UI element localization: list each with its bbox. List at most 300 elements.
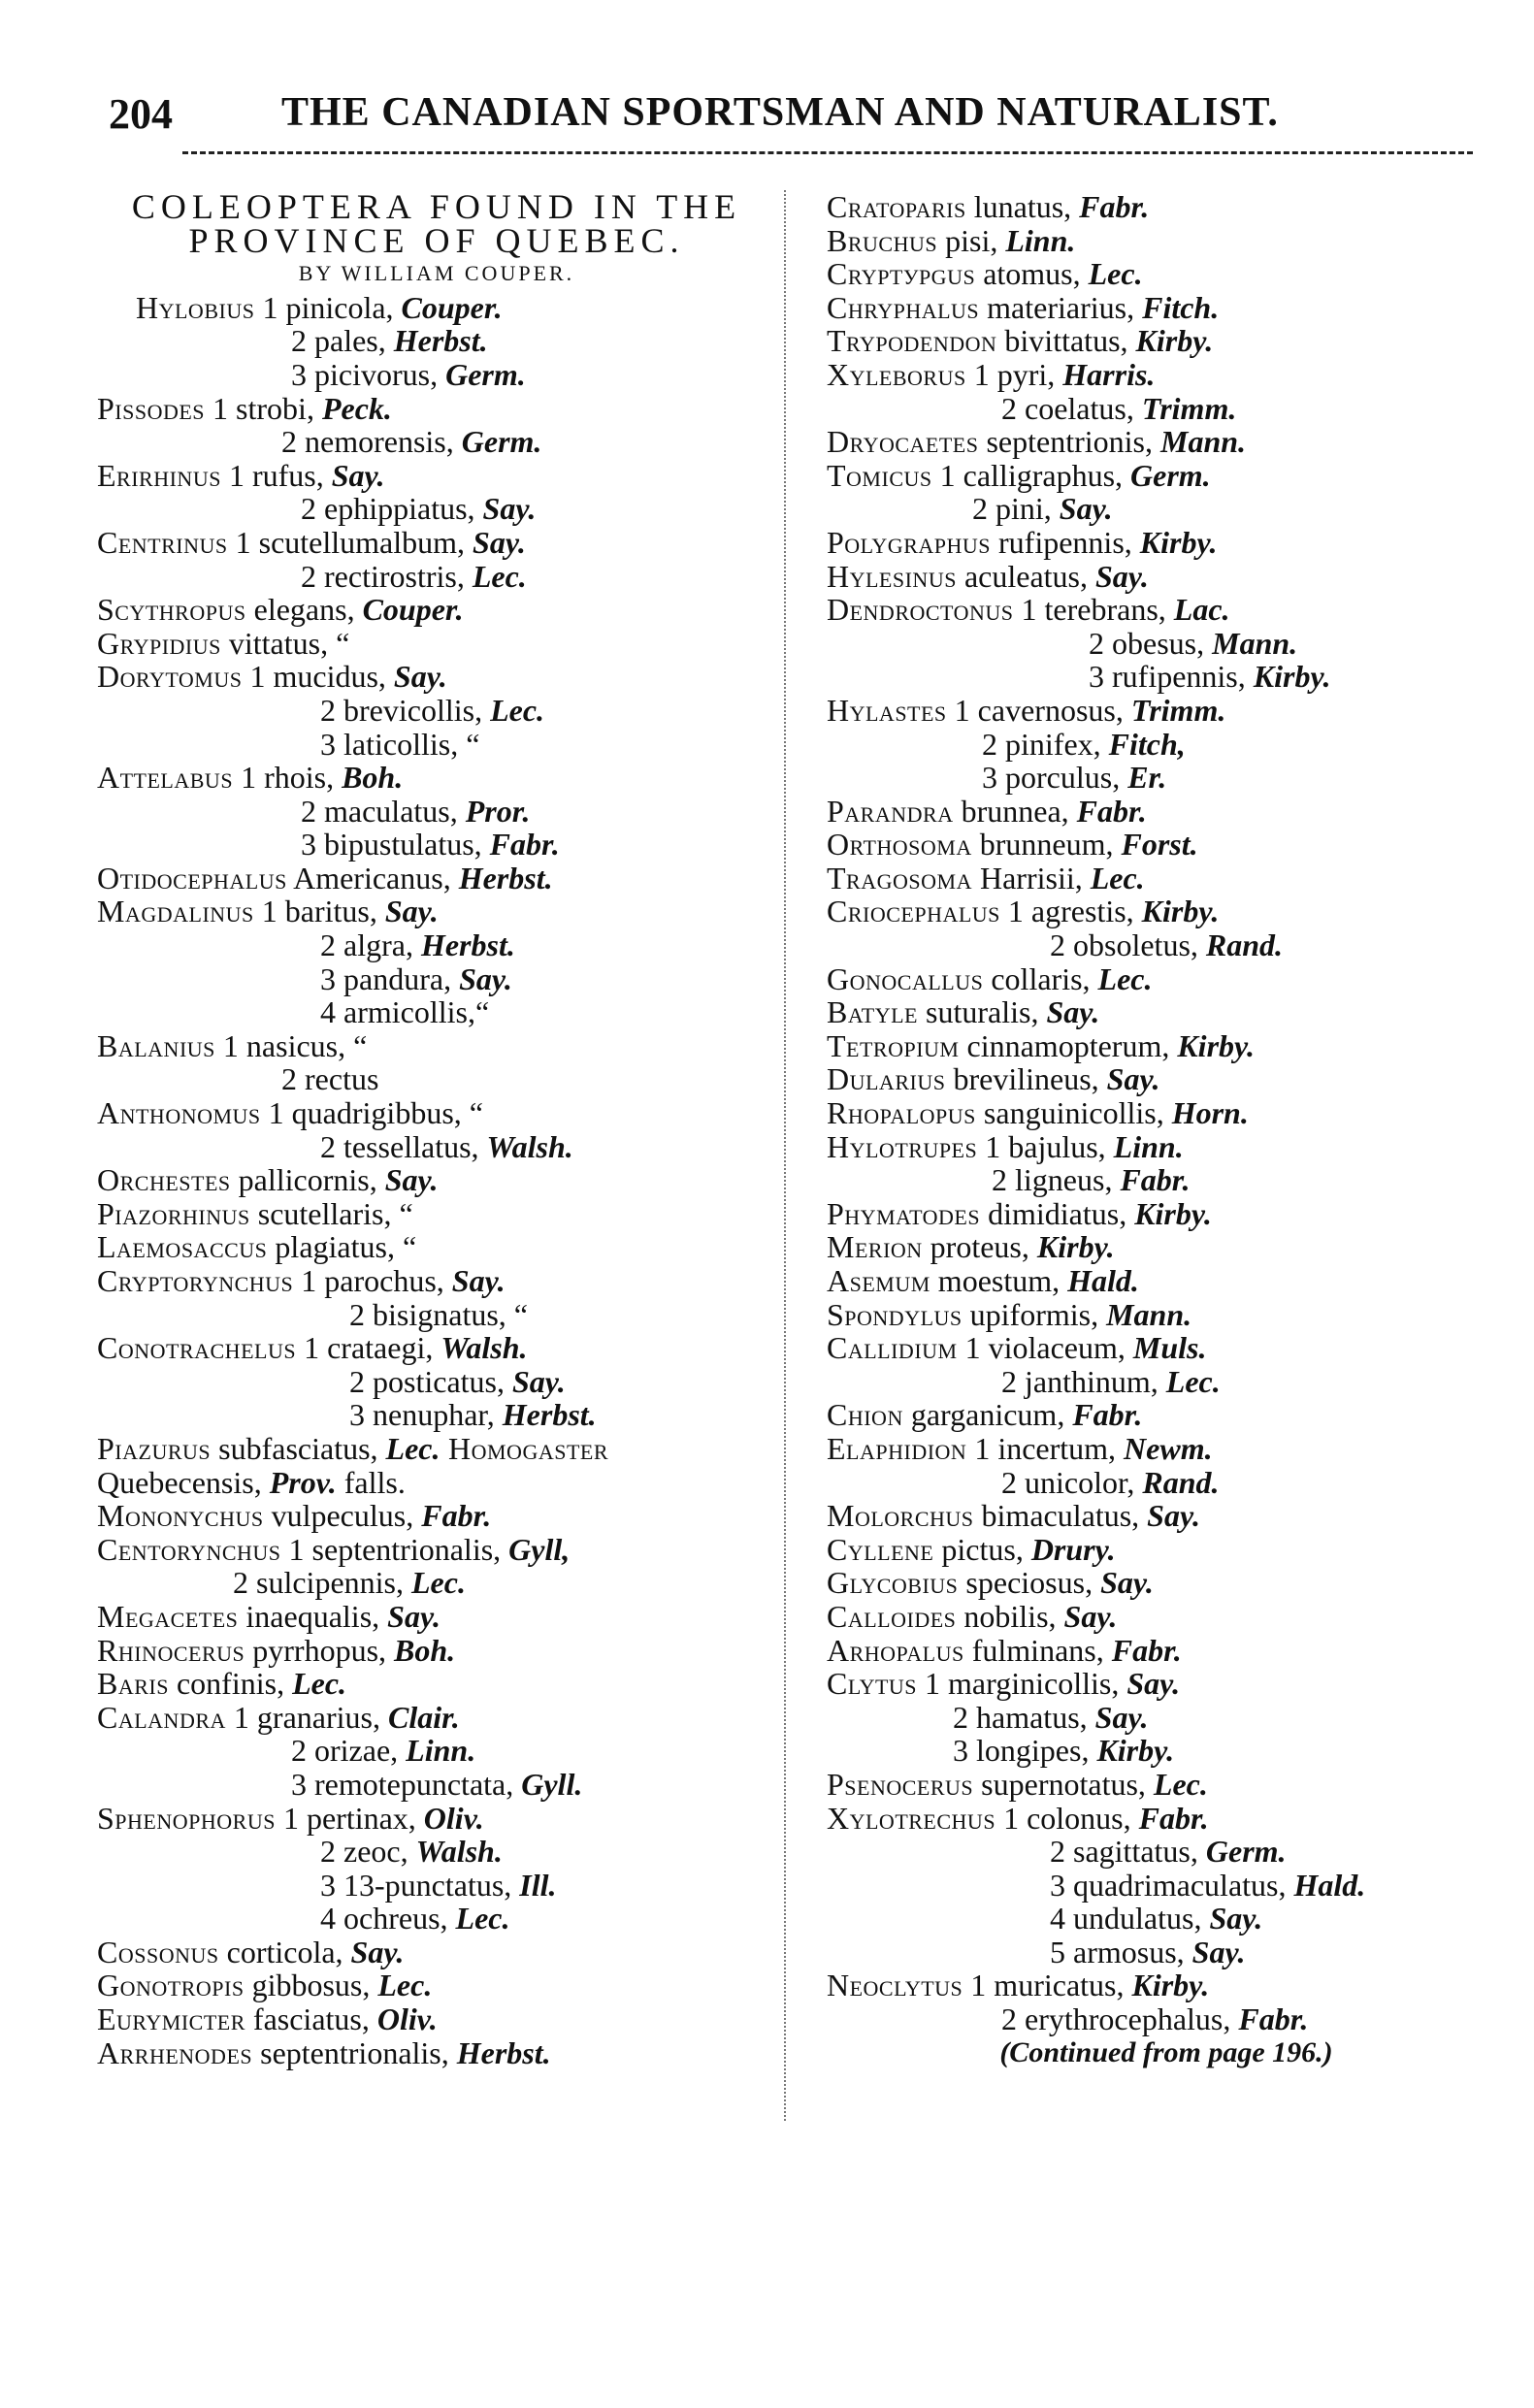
species-text: speciosus, <box>958 1565 1101 1601</box>
author-name: Say. <box>1059 491 1113 527</box>
species-text: 2 maculatus, <box>301 793 466 829</box>
species-entry <box>97 1533 776 1567</box>
author-name: Peck. <box>321 390 392 426</box>
species-text: 1 cavernosus, <box>946 692 1131 728</box>
author-name: Herbst. <box>393 323 488 359</box>
species-entry <box>827 1600 1506 1634</box>
genus-name: Criocephalus <box>827 894 1000 929</box>
species-text: 3 pandura, <box>320 960 460 996</box>
author-name: Linn. <box>1113 1128 1184 1164</box>
species-entry <box>827 1667 1506 1701</box>
species-entry <box>97 995 776 1029</box>
genus-name: Attelabus <box>97 760 234 796</box>
species-entry <box>97 593 776 627</box>
species-entry <box>97 459 776 493</box>
species-entry <box>97 1734 776 1768</box>
page-number: 204 <box>109 90 173 138</box>
author-name: Lec. <box>377 1968 433 2003</box>
genus-name: Otidocephalus <box>97 860 287 895</box>
species-entry <box>827 1029 1506 1063</box>
genus-name: Rhopalopus <box>827 1095 976 1131</box>
genus-name: Elaphidion <box>827 1430 967 1466</box>
species-text: subfasciatus, <box>211 1430 386 1466</box>
genus-name: Centrinus <box>97 524 228 560</box>
species-entry <box>97 1634 776 1668</box>
species-text: 1 granarius, <box>225 1699 388 1735</box>
species-text: scutellaris, “ <box>249 1195 413 1231</box>
author-name: Fabr. <box>1138 1800 1209 1836</box>
species-entry <box>827 761 1506 795</box>
author-name: Say. <box>511 1363 566 1399</box>
author-name: Rand. <box>1205 927 1284 963</box>
species-text: 2 ephippiatus, <box>301 491 483 527</box>
genus-name: Cratoparis <box>827 189 966 224</box>
genus-name: Hylobius <box>136 289 255 325</box>
species-text: Quebecensis, <box>97 1464 270 1500</box>
species-text: 1 pyri, <box>965 356 1063 392</box>
genus-name: Scythropus <box>97 592 246 628</box>
species-text: Harrisii, <box>971 860 1091 895</box>
species-text: garganicum, <box>902 1397 1073 1433</box>
genus-name: Gonotropis <box>97 1968 245 2003</box>
author-name: Mann. <box>1106 1296 1192 1332</box>
species-entry <box>827 425 1506 459</box>
species-text: supernotatus, <box>973 1766 1154 1802</box>
species-text: pictus, <box>933 1531 1031 1567</box>
species-text: confinis, <box>168 1666 293 1702</box>
genus-name: Chryphalus <box>827 289 980 325</box>
species-text: 3 longipes, <box>953 1733 1097 1769</box>
species-text: 1 quadrigibbus, “ <box>260 1095 483 1131</box>
author-name: Lec. <box>292 1666 347 1702</box>
species-entry <box>97 1466 776 1500</box>
species-text: septentrionalis, <box>252 2034 457 2070</box>
species-text: 2 orizae, <box>291 1733 407 1769</box>
species-entry <box>97 761 776 795</box>
species-text: 3 picivorus, <box>291 356 446 392</box>
author-name: Say. <box>393 659 447 695</box>
species-text: 3 nenuphar, <box>349 1397 503 1433</box>
genus-name: Trypodendon <box>827 323 997 359</box>
genus-name: Bruchus <box>827 222 938 258</box>
species-entry <box>97 1264 776 1298</box>
species-text: brunneum, <box>971 827 1122 862</box>
genus-name: Sphenophorus <box>97 1800 276 1836</box>
author-name: Fabr. <box>1238 2001 1309 2037</box>
species-text: 2 obesus, <box>1089 625 1213 661</box>
genus-name: Glycobius <box>827 1565 959 1601</box>
species-text: 2 erythrocephalus, <box>1001 2001 1239 2037</box>
author-name: Gyll. <box>521 1766 583 1802</box>
author-name: Kirby. <box>1253 659 1331 695</box>
species-text: 1 baritus, <box>253 894 385 929</box>
author-name: Kirby. <box>1135 323 1214 359</box>
species-text: 1 pertinax, <box>275 1800 424 1836</box>
species-entry <box>827 1533 1506 1567</box>
species-entry <box>827 1163 1506 1197</box>
author-name: Couper. <box>362 592 464 628</box>
genus-name: Polygraphus <box>827 524 992 560</box>
species-entry <box>97 1432 776 1466</box>
species-entry <box>827 459 1506 493</box>
species-text: 1 mucidus, <box>242 659 394 695</box>
author-name: Hald. <box>1293 1867 1366 1903</box>
author-name: Say. <box>1095 558 1149 594</box>
species-entry <box>827 2002 1506 2036</box>
species-text: 1 septentrionalis, <box>280 1531 509 1567</box>
genus-name: Conotrachelus <box>97 1330 297 1366</box>
genus-name: Mononychus <box>97 1498 264 1534</box>
species-entry <box>827 1062 1506 1096</box>
species-entry <box>97 1298 776 1332</box>
species-entry <box>827 1331 1506 1365</box>
author-name: Kirby. <box>1134 1195 1212 1231</box>
species-entry <box>827 190 1506 224</box>
species-entry <box>97 1499 776 1533</box>
genus-name: Asemum <box>827 1263 930 1298</box>
species-entry <box>97 1869 776 1903</box>
species-text: 3 bipustulatus, <box>301 827 490 862</box>
genus-name: Merion <box>827 1229 923 1265</box>
genus-name: Arhopalus <box>827 1632 964 1668</box>
species-entry <box>827 1197 1506 1231</box>
species-text: 2 algra, <box>320 927 421 963</box>
genus-name: Hylesinus <box>827 558 957 594</box>
species-entry <box>827 928 1506 962</box>
genus-name: Chion <box>827 1397 903 1433</box>
species-text: aculeatus, <box>956 558 1095 594</box>
genus-name: Anthonomus <box>97 1095 261 1131</box>
author-name: Trimm. <box>1130 692 1226 728</box>
genus-name: Arrhenodes <box>97 2034 253 2070</box>
species-entry <box>827 1130 1506 1164</box>
species-text: materiarius, <box>979 289 1143 325</box>
author-name: Boh. <box>342 760 404 796</box>
author-name: Lec. <box>1165 1363 1221 1399</box>
species-entry <box>97 1130 776 1164</box>
species-text: 1 crataegi, <box>296 1330 441 1366</box>
species-text: lunatus, <box>965 189 1080 224</box>
author-name: Germ. <box>1130 457 1211 493</box>
author-name: Clair. <box>387 1699 460 1735</box>
genus-name: Dryocaetes <box>827 424 979 460</box>
species-text: 1 scutellumalbum, <box>227 524 473 560</box>
species-entry <box>827 694 1506 728</box>
author-name: Say. <box>473 524 526 560</box>
species-text: brevilineus, <box>945 1061 1107 1097</box>
author-name: Prov. <box>269 1464 337 1500</box>
species-text: 2 posticatus, <box>349 1363 512 1399</box>
species-text: 2 rectus <box>281 1061 379 1097</box>
species-text: 3 rufipennis, <box>1089 659 1254 695</box>
genus-name: Phymatodes <box>827 1195 981 1231</box>
species-entry <box>827 392 1506 426</box>
genus-name: Piazorhinus <box>97 1195 250 1231</box>
author-name: Germ. <box>461 424 542 460</box>
species-entry <box>827 728 1506 762</box>
author-name: Kirby. <box>1131 1968 1210 2003</box>
species-text: 2 rectirostris, <box>301 558 473 594</box>
species-entry <box>97 1802 776 1836</box>
species-entry <box>827 593 1506 627</box>
species-text: 2 janthinum, <box>1001 1363 1166 1399</box>
species-text: Americanus, <box>286 860 459 895</box>
column-divider <box>784 190 786 2121</box>
species-entry <box>97 1701 776 1735</box>
author-name: Fabr. <box>489 827 560 862</box>
genus-name: Hylotrupes <box>827 1128 978 1164</box>
genus-name: Dendroctonus <box>827 592 1014 628</box>
author-name: Oliv. <box>423 1800 484 1836</box>
species-text: 1 incertum, <box>966 1430 1125 1466</box>
species-entry <box>97 1835 776 1869</box>
author-name: Gyll, <box>508 1531 571 1567</box>
species-entry <box>97 627 776 661</box>
author-name: Say. <box>387 1598 441 1634</box>
species-entry <box>827 1264 1506 1298</box>
species-entry <box>827 1365 1506 1399</box>
species-entry <box>827 1230 1506 1264</box>
species-entry <box>97 1197 776 1231</box>
author-name: Mann. <box>1212 625 1298 661</box>
author-name: Kirby. <box>1036 1229 1115 1265</box>
species-text: vittatus, “ <box>220 625 350 661</box>
author-name: Fitch, <box>1108 726 1186 762</box>
genus-name: Xylotrechus <box>827 1800 996 1836</box>
author-name: Couper. <box>401 289 503 325</box>
author-name: Linn. <box>1005 222 1076 258</box>
author-name: Hald. <box>1067 1263 1139 1298</box>
species-text: nobilis, <box>956 1598 1064 1634</box>
species-text: 1 agrestis, <box>999 894 1142 929</box>
author-name: Lac. <box>1173 592 1230 628</box>
species-entry <box>97 560 776 594</box>
header-rule <box>182 151 1473 154</box>
species-text: 4 ochreus, <box>320 1901 456 1936</box>
species-entry <box>97 324 776 358</box>
species-text: bivittatus, <box>996 323 1136 359</box>
species-entry <box>827 257 1506 291</box>
species-entry <box>97 1096 776 1130</box>
author-name: Fabr. <box>421 1498 492 1534</box>
species-entry <box>827 995 1506 1029</box>
genus-name: Dorytomus <box>97 659 243 695</box>
article-title-line2: PROVINCE OF QUEBEC. <box>188 220 685 260</box>
species-entry <box>827 1096 1506 1130</box>
author-name: Say. <box>459 960 512 996</box>
genus-name: Magdalinus <box>97 894 254 929</box>
species-entry <box>97 1902 776 1936</box>
species-entry <box>97 1062 776 1096</box>
author-name: Trimm. <box>1141 390 1237 426</box>
author-name: Lec. <box>410 1565 466 1601</box>
species-entry <box>827 895 1506 928</box>
right-species-list <box>827 190 1506 2036</box>
species-text: septentrionis, <box>978 424 1160 460</box>
species-text: pisi, <box>937 222 1006 258</box>
author-name: Kirby. <box>1139 524 1218 560</box>
species-text: cinnamopterum, <box>959 1027 1178 1063</box>
species-text: 4 armicollis,“ <box>320 994 490 1030</box>
author-name: Pror. <box>465 793 531 829</box>
species-text: 2 coelatus, <box>1001 390 1142 426</box>
species-entry <box>827 1902 1506 1936</box>
species-entry <box>827 828 1506 862</box>
species-entry <box>97 526 776 560</box>
species-entry <box>827 1768 1506 1802</box>
author-name: Linn. <box>406 1733 476 1769</box>
author-name: Say. <box>451 1263 506 1298</box>
genus-name: Psenocerus <box>827 1766 974 1802</box>
author-name: Newm. <box>1124 1430 1213 1466</box>
species-entry <box>827 560 1506 594</box>
species-text: fasciatus, <box>245 2001 377 2037</box>
species-entry <box>827 1969 1506 2002</box>
species-entry <box>827 1701 1506 1735</box>
genus-name: Erirhinus <box>97 457 221 493</box>
genus-name: Grypidius <box>97 625 221 661</box>
species-entry <box>827 627 1506 661</box>
species-text: 2 obsoletus, <box>1050 927 1206 963</box>
species-text: 2 brevicollis, <box>320 692 491 728</box>
author-name: Drury. <box>1030 1531 1116 1567</box>
author-name: Walsh. <box>415 1834 503 1870</box>
article-title-line1: COLEOPTERA FOUND IN THE <box>131 187 742 226</box>
right-column <box>827 190 1506 2069</box>
species-text: 1 marginicollis, <box>917 1666 1127 1702</box>
species-entry <box>827 224 1506 258</box>
genus-name: Cryptorynchus <box>97 1263 294 1298</box>
author-name: Walsh. <box>441 1330 528 1366</box>
species-entry <box>827 291 1506 325</box>
author-name: Herbst. <box>458 860 553 895</box>
species-text: 1 muricatus, <box>963 1968 1132 2003</box>
author-name: Say. <box>1209 1901 1263 1936</box>
species-entry <box>97 291 776 325</box>
species-entry <box>97 1566 776 1600</box>
species-text: 2 bisignatus, “ <box>349 1296 528 1332</box>
species-entry <box>827 1634 1506 1668</box>
species-entry <box>97 962 776 996</box>
author-name: Say. <box>1063 1598 1118 1634</box>
species-text: 2 pales, <box>291 323 394 359</box>
species-text: collaris, <box>983 960 1098 996</box>
author-name: Boh. <box>394 1632 456 1668</box>
author-name: Kirby. <box>1177 1027 1256 1063</box>
genus-name: Dularius <box>827 1061 946 1097</box>
species-entry <box>97 1029 776 1063</box>
author-name: Fabr. <box>1072 1397 1143 1433</box>
species-text: sanguinicollis, <box>975 1095 1172 1131</box>
author-name: Say. <box>1046 994 1100 1030</box>
species-text: 1 colonus, <box>995 1800 1139 1836</box>
species-text: 4 undulatus, <box>1050 1901 1210 1936</box>
species-entry <box>827 862 1506 895</box>
species-entry <box>827 358 1506 392</box>
species-text: 2 sagittatus, <box>1050 1834 1206 1870</box>
species-text: 5 armosus, <box>1050 1934 1192 1969</box>
author-name: Lec. <box>472 558 527 594</box>
species-entry <box>97 1163 776 1197</box>
species-entry <box>97 895 776 928</box>
species-text: 2 unicolor, <box>1001 1464 1143 1500</box>
genus-name: Gonocallus <box>827 960 984 996</box>
genus-name: Piazurus <box>97 1430 212 1466</box>
species-entry <box>827 1432 1506 1466</box>
species-text: bimaculatus, <box>973 1498 1148 1534</box>
species-entry <box>827 324 1506 358</box>
genus-name: Orchestes <box>97 1162 231 1198</box>
species-text: vulpeculus, <box>263 1498 422 1534</box>
species-text: elegans, <box>245 592 363 628</box>
author-name: Fitch. <box>1142 289 1220 325</box>
author-name: Say. <box>482 491 537 527</box>
species-entry <box>827 795 1506 829</box>
author-name: Say. <box>331 457 385 493</box>
genus-name: Megacetes <box>97 1598 239 1634</box>
genus-name: Rhinocerus <box>97 1632 245 1668</box>
author-name: Say. <box>384 1162 439 1198</box>
author-name: Germ. <box>1205 1834 1287 1870</box>
species-text: fulminans, <box>963 1632 1112 1668</box>
species-text: 2 zeoc, <box>320 1834 416 1870</box>
species-text: 2 tessellatus, <box>320 1128 487 1164</box>
genus-name: Spondylus <box>827 1296 963 1332</box>
species-entry <box>97 928 776 962</box>
author-name: Ill. <box>519 1867 557 1903</box>
species-entry <box>827 1734 1506 1768</box>
species-text: moestum, <box>930 1263 1068 1298</box>
species-text: 1 parochus, <box>293 1263 452 1298</box>
species-text: pallicornis, <box>230 1162 385 1198</box>
author-name: Lec. <box>1153 1766 1208 1802</box>
species-entry <box>827 1398 1506 1432</box>
genus-name: Cossonus <box>97 1934 219 1969</box>
author-name: Mann. <box>1160 424 1247 460</box>
species-text: corticola, <box>218 1934 351 1969</box>
genus-name: Callidium <box>827 1330 958 1366</box>
species-entry <box>97 1331 776 1365</box>
genus-name: Laemosaccus <box>97 1229 268 1265</box>
species-entry <box>97 660 776 694</box>
species-text: 3 remotepunctata, <box>291 1766 522 1802</box>
species-text: 1 rhois, <box>233 760 343 796</box>
species-text: 1 nasicus, “ <box>214 1027 368 1063</box>
species-entry <box>97 358 776 392</box>
species-entry <box>97 1365 776 1399</box>
author-name: Oliv. <box>376 2001 438 2037</box>
species-text: pyrrhopus, <box>245 1632 395 1668</box>
genus-name: Centorynchus <box>97 1531 281 1567</box>
species-text: plagiatus, “ <box>267 1229 417 1265</box>
genus-name: Eurymicter <box>97 2001 245 2037</box>
running-title: THE CANADIAN SPORTSMAN AND NATURALIST. <box>281 90 1279 135</box>
species-text: suturalis, <box>918 994 1047 1030</box>
genus-name: Neoclytus <box>827 1968 963 2003</box>
genus-name: Hylastes <box>827 692 947 728</box>
species-entry <box>97 2036 776 2070</box>
genus-name: Xyleborus <box>827 356 966 392</box>
genus-name: Clytus <box>827 1666 918 1702</box>
species-entry <box>827 1499 1506 1533</box>
species-text: falls. <box>336 1464 406 1500</box>
left-species-list <box>97 291 776 2069</box>
genus-name: Balanius <box>97 1027 215 1063</box>
genus-name: Tragosoma <box>827 860 972 895</box>
author-name: Kirby. <box>1096 1733 1175 1769</box>
author-name: Say. <box>1191 1934 1246 1969</box>
author-name: Kirby. <box>1141 894 1220 929</box>
